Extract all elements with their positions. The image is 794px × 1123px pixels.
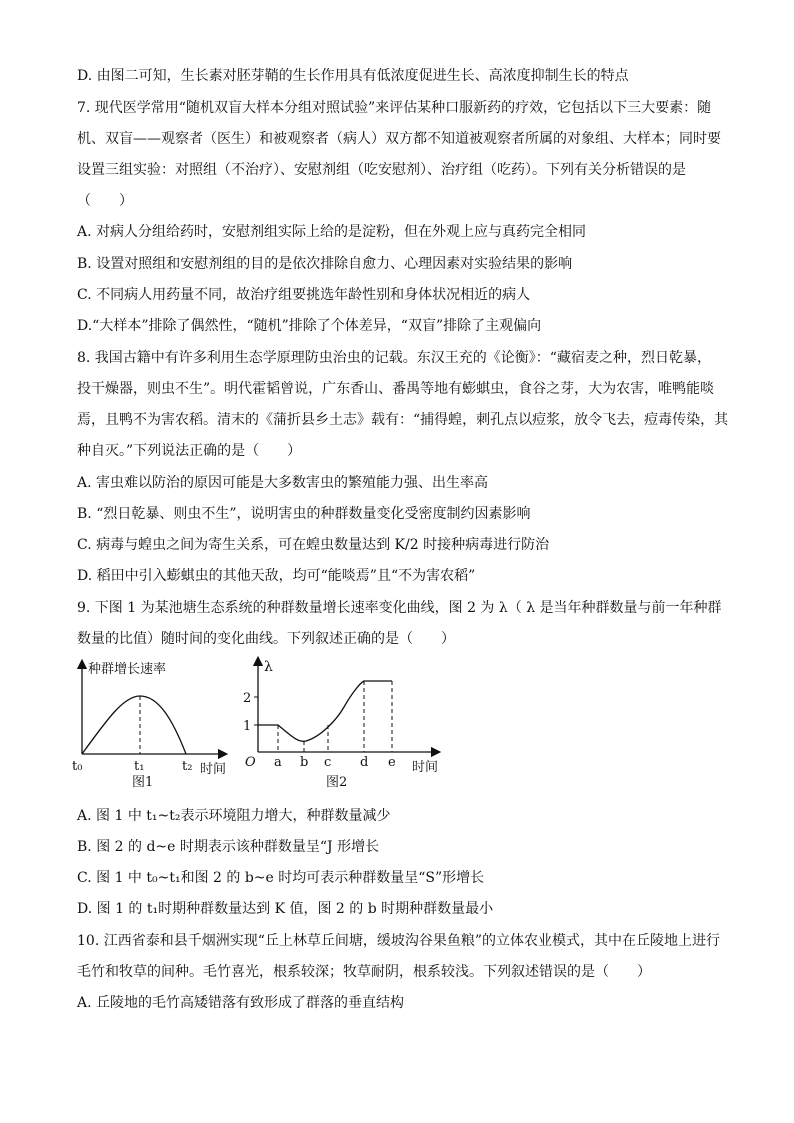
fig1-caption: 图1 (132, 775, 154, 790)
fig2-caption: 图2 (326, 775, 348, 790)
q7-answer-bracket: （ ） (77, 193, 133, 209)
q10-option-a: A. 丘陵地的毛竹高矮错落有致形成了群落的垂直结构 (77, 995, 405, 1011)
q8-option-c: C. 病毒与蝗虫之间为寄生关系，可在蝗虫数量达到 K/2 时接种病毒进行防治 (77, 537, 550, 553)
q8-stem-4: 种自灭。”下列说法正确的是（ ） (77, 443, 302, 459)
fig2-ylabel: λ (264, 659, 273, 675)
q10-stem-2: 毛竹和牧草的间种。毛竹喜光，根系较深；牧草耐阴，根系较浅。下列叙述错误的是（ ） (77, 964, 651, 980)
figure-1 (68, 658, 238, 790)
fig2-y2-label: 2 (243, 691, 252, 706)
q9-option-b: B. 图 2 的 d~e 时期表示该种群数量呈“J 形增长 (77, 839, 380, 855)
q9-option-c: C. 图 1 中 t₀~t₁和图 2 的 b~e 时均可表示种群数量呈“S”形增长 (77, 870, 485, 886)
fig2-y1-label: 1 (243, 719, 252, 734)
q7-stem-1: 7. 现代医学常用“随机双盲大样本分组对照试验”来评估某种口服新药的疗效，它包括以下三大要素：随 (77, 100, 712, 116)
fig2-tick-c: c (324, 755, 332, 770)
q8-stem-2: 投干燥器，则虫不生”。明代霍韬曾说，广东香山、番禺等地有蟛蜞虫，食谷之芽，大为农害，唯鸭能啖 (77, 381, 715, 397)
q7-option-c: C. 不同病人用药量不同，故治疗组要挑选年龄性别和身体状况相近的病人 (77, 287, 531, 303)
q8-option-a: A. 害虫难以防治的原因可能是大多数害虫的繁殖能力强、出生率高 (77, 475, 489, 491)
fig2-xlabel: 时间 (412, 760, 439, 775)
q9-stem-1: 9. 下图 1 为某池塘生态系统的种群数量增长速率变化曲线，图 2 为 λ（ λ 是当年种群数量与前一年种群 (77, 600, 722, 616)
figure-2 (240, 655, 450, 790)
q7-option-b: B. 设置对照组和安慰剂组的目的是依次排除自愈力、心理因素对实验结果的影响 (77, 256, 573, 272)
q8-stem-3: 焉，且鸭不为害农稻。清末的《蒲折县乡土志》载有：“捕得蝗，刺孔点以痘浆，放令飞去，痘毒传染，其 (77, 412, 729, 428)
fig1-growth-rate-curve (82, 696, 186, 754)
fig2-tick-d: d (360, 755, 369, 770)
fig1-t2-label: t₂ (182, 759, 193, 774)
fig2-tick-b: b (300, 755, 309, 770)
fig1-xlabel: 时间 (200, 762, 227, 777)
q9-option-a: A. 图 1 中 t₁~t₂表示环境阻力增大，种群数量减少 (77, 808, 391, 824)
q10-stem-1: 10. 江西省泰和县千烟洲实现“丘上林草丘间塘，缓坡沟谷果鱼粮”的立体农业模式，其中在丘陵地上进行 (77, 933, 721, 949)
q8-option-d: D. 稻田中引入蟛蜞虫的其他天敌，均可“能啖焉”且“不为害农稻” (77, 568, 476, 584)
fig2-tick-a: a (274, 755, 282, 770)
q6-option-d: D. 由图二可知，生长素对胚芽鞘的生长作用具有低浓度促进生长、高浓度抑制生长的特点 (77, 68, 629, 84)
q9-option-d: D. 图 1 的 t₁时期种群数量达到 K 值，图 2 的 b 时期种群数量最小 (77, 901, 494, 917)
fig1-ylabel: 种群增长速率 (88, 662, 167, 677)
q7-option-d: D.“大样本”排除了偶然性，“随机”排除了个体差异，“双盲”排除了主观偏向 (77, 318, 542, 334)
q9-stem-2: 数量的比值）随时间的变化曲线。下列叙述正确的是（ ） (77, 631, 455, 647)
q7-stem-2: 机、双盲——观察者（医生）和被观察者（病人）双方都不知道被观察者所属的对象组、大样本；同时要 (77, 131, 721, 147)
q8-stem-1: 8. 我国古籍中有许多利用生态学原理防虫治虫的记载。东汉王充的《论衡》：“藏宿麦之种，烈日乾暴， (77, 350, 711, 366)
fig1-t0-label: t₀ (72, 759, 83, 774)
fig1-t1-label: t₁ (134, 759, 145, 774)
q7-option-a: A. 对病人分组给药时，安慰剂组实际上给的是淀粉，但在外观上应与真药完全相同 (77, 224, 587, 240)
fig2-tick-e: e (388, 755, 396, 770)
fig2-origin-label: O (245, 755, 256, 770)
q7-stem-3: 设置三组实验：对照组（不治疗）、安慰剂组（吃安慰剂）、治疗组（吃药）。下列有关分析错误的是 (77, 162, 686, 178)
q8-option-b: B. “烈日乾暴、则虫不生”，说明害虫的种群数量变化受密度制约因素影响 (77, 506, 531, 522)
